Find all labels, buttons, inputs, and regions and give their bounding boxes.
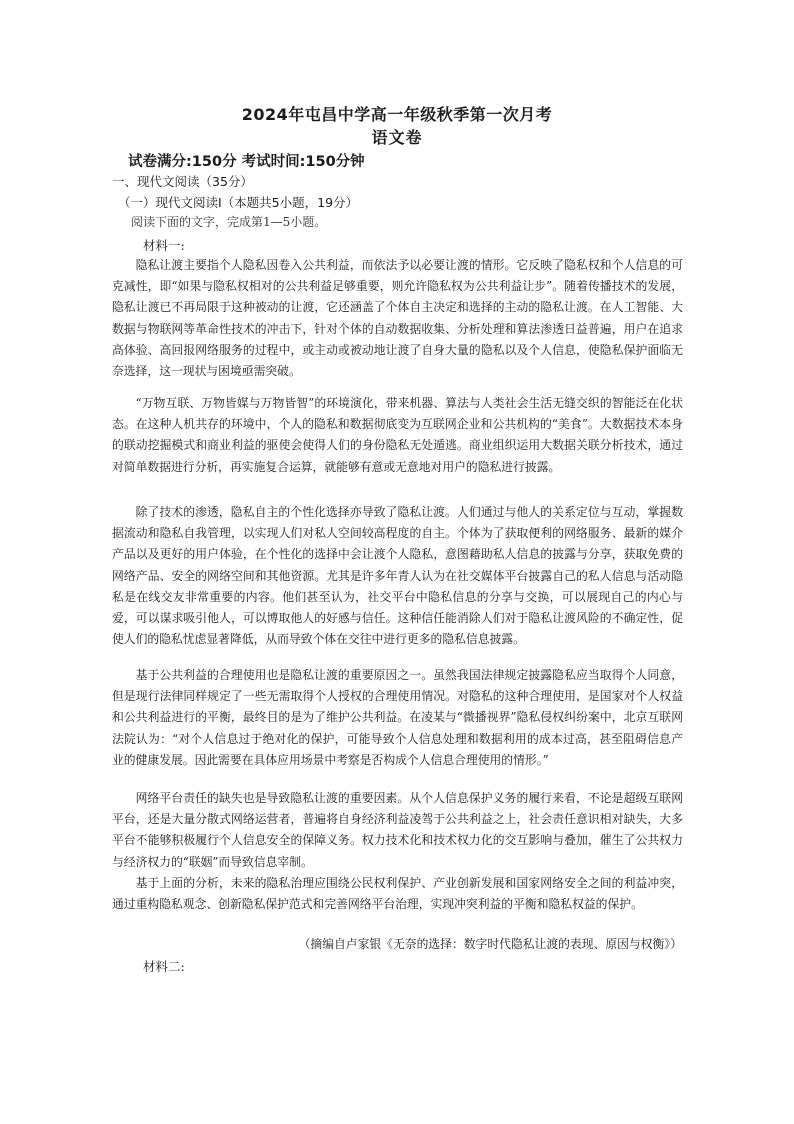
- section-instruction: 阅读下面的文字，完成第1—5小题。: [131, 215, 327, 229]
- material-one-paragraph: 基于上面的分析，未来的隐私治理应围绕公民权利保护、产业创新发展和国家网络安全之间的利益冲突，通过重构隐私观念、创新隐私保护范式和完善网络平台治理，实现冲突利益的平衡和隐私权益的保护。: [112, 876, 683, 912]
- material-one-paragraph: 网络平台责任的缺失也是导致隐私让渡的重要因素。从个人信息保护义务的履行来看，不论是超级互联网平台，还是大量分散式网络运营者，普遍将自身经济利益凌驾于公共利益之上，社会责任意识相对缺失，大多平台不能够积极履行个人信息安全的保障义务。权力技术化和技术权力化的交互影响与叠加，催生了公共权力与经济权力的“联姻”而导致信息宰制。: [112, 791, 683, 869]
- material-one-paragraph: 除了技术的渗透，隐私自主的个性化选择亦导致了隐私让渡。人们通过与他人的关系定位与互动，掌握数据流动和隐私自我管理，以实现人们对私人空间较高程度的自主。个体为了获取便利的网络服务、最新的媒介产品以及更好的用户体验，在个性化的选择中会让渡个人隐私，意图藉助私人信息的披露与分享，获取免费的网络产品、安全的网络空间和其他资源。尤其是许多年青人认为在社交媒体平台披露自己的私人信息与活动隐私是在线交友非常重要的内容。他们甚至认为，社交平台中隐私信息的分享与交换，可以展现自己的内心与爱，可以谋求吸引他人，可以博取他人的好感与信任。这种信任能消除人们对于隐私让渡风险的不确定性，促使人们的隐私忧虑显著降低，从而导致个体在交往中进行更多的隐私信息披露。: [112, 505, 683, 647]
- exam-meta: 试卷满分:150分 考试时间:150分钟: [128, 154, 365, 170]
- section-subheading: （一）现代文阅读Ⅰ（本题共5小题，19分）: [118, 195, 359, 210]
- material-one-paragraph: 基于公共利益的合理使用也是隐私让渡的重要原因之一。虽然我国法律规定披露隐私应当取得个人同意，但是现行法律同样规定了一些无需取得个人授权的合理使用情况。对隐私的这种合理使用，是国家对个人权益和公共利益进行的平衡，最终目的是为了维护公共利益。在凌某与“微播视界”隐私侵权纠纷案中，北京互联网法院认为：“对个人信息过于绝对化的保护，可能导致个人信息处理和数据利用的成本过高，甚至阻碍信息产业的健康发展。因此需要在具体应用场景中考察是否构成个人信息合理使用的情形。”: [112, 668, 683, 767]
- section-heading: 一、现代文阅读（35分）: [112, 174, 253, 189]
- material-one-paragraph: “万物互联、万物皆媒与万物皆智”的环境演化，带来机器、算法与人类社会生活无缝交织的智能泛在化状态。在这种人机共存的环境中，个人的隐私和数据彻底变为互联网企业和公共机构的“美食”。大数据技术本身的联动挖掘模式和商业利益的驱使会使得人们的身份隐私无处遁逃。商业组织运用大数据关联分析技术，通过对简单数据进行分析，再实施复合运算，就能够有意或无意地对用户的隐私进行披露。: [112, 396, 683, 474]
- material-one-paragraph: 隐私让渡主要指个人隐私因卷入公共利益，而依法予以必要让渡的情形。它反映了隐私权和个人信息的可克减性，即“如果与隐私权相对的公共利益足够重要，则允许隐私权为公共利益让步”。随着传播技术的发展，隐私让渡已不再局限于这种被动的让渡，它还涵盖了个体自主决定和选择的主动的隐私让渡。在人工智能、大数据与物联网等革命性技术的冲击下，针对个体的自动数据收集、分析处理和算法渗透日益普遍，用户在追求高体验、高回报网络服务的过程中，或主动或被动地让渡了自身大量的隐私以及个人信息，使隐私保护面临无奈选择，这一现状与困境亟需突破。: [112, 258, 683, 379]
- exam-title: 2024年屯昌中学高一年级秋季第一次月考: [241, 105, 553, 124]
- material-one-source: （摘编自卢家银《无奈的选择：数字时代隐私让渡的表现、原因与权衡》）: [298, 937, 682, 951]
- material-one-label: 材料一:: [143, 238, 185, 253]
- material-two-label: 材料二:: [143, 959, 185, 974]
- exam-subtitle: 语文卷: [371, 128, 423, 147]
